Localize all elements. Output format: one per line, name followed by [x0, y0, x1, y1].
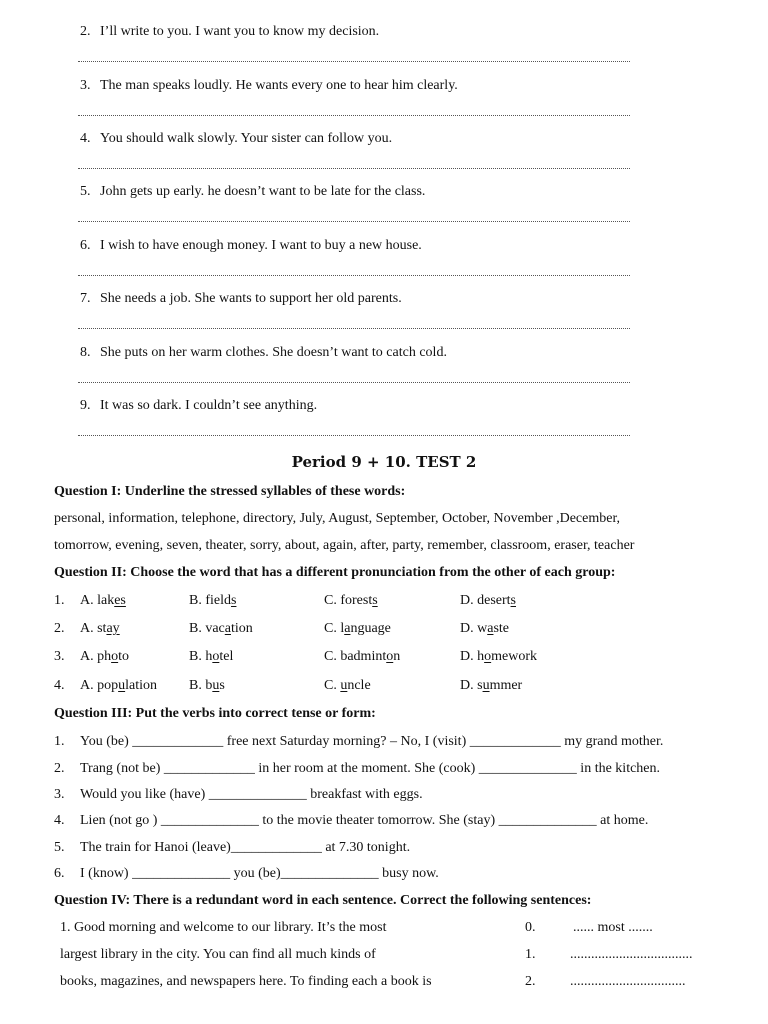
passage-line: 1. Good morning and welcome to our library. It’s the most: [60, 920, 387, 935]
answer-number: 2.: [525, 974, 536, 989]
item-text: I’ll write to you. I want you to know my decision.: [100, 24, 380, 39]
q4-heading: Question IV: There is a redundant word in each sentence. Correct the following sentences:: [54, 893, 592, 908]
fill-blank-item[interactable]: You (be) _____________ free next Saturday morning? – No, I (visit) _____________ my grand mother.: [80, 734, 664, 749]
answer-blank[interactable]: ...................................: [570, 947, 693, 962]
answer-number: 0.: [525, 920, 536, 935]
item-text: The man speaks loudly. He wants every one to hear him clearly.: [100, 78, 458, 93]
option-c[interactable]: C. uncle: [324, 678, 371, 693]
option-c[interactable]: C. language: [324, 621, 391, 636]
option-a[interactable]: A. population: [80, 678, 158, 693]
option-a[interactable]: A. stay: [80, 621, 120, 636]
option-b[interactable]: B. fields: [189, 593, 237, 608]
item-number: 1.: [54, 734, 65, 749]
item-number: 7.: [80, 291, 91, 306]
item-text: John gets up early. he doesn’t want to be late for the class.: [100, 184, 426, 199]
row-number: 4.: [54, 678, 65, 693]
item-number: 3.: [80, 78, 91, 93]
option-a[interactable]: A. lakes: [80, 593, 126, 608]
q1-heading: Question I: Underline the stressed syllables of these words:: [54, 484, 406, 499]
fill-blank-item[interactable]: Lien (not go ) ______________ to the movie theater tomorrow. She (stay) ______________ at home.: [80, 813, 649, 828]
passage-line: largest library in the city. You can find all much kinds of: [60, 947, 376, 962]
option-d[interactable]: D. deserts: [460, 593, 516, 608]
option-b[interactable]: B. bus: [189, 678, 225, 693]
item-number: 2.: [80, 24, 91, 39]
q3-heading: Question III: Put the verbs into correct tense or form:: [54, 706, 376, 721]
item-number: 6.: [80, 238, 91, 253]
answer-line[interactable]: [78, 61, 630, 62]
answer-line[interactable]: [78, 435, 630, 436]
item-number: 4.: [54, 813, 65, 828]
fill-blank-item[interactable]: Would you like (have) ______________ breakfast with eggs.: [80, 787, 423, 802]
row-number: 2.: [54, 621, 65, 636]
test-title: Period 9 + 10. TEST 2: [291, 453, 477, 471]
item-text: She needs a job. She wants to support her old parents.: [100, 291, 402, 306]
item-number: 5.: [80, 184, 91, 199]
option-c[interactable]: C. forests: [324, 593, 378, 608]
item-number: 4.: [80, 131, 91, 146]
answer-line[interactable]: [78, 275, 630, 276]
item-number: 3.: [54, 787, 65, 802]
fill-blank-item[interactable]: Trang (not be) _____________ in her room at the moment. She (cook) ______________ in the kitchen.: [80, 761, 661, 776]
item-number: 8.: [80, 345, 91, 360]
item-number: 5.: [54, 840, 65, 855]
passage-line: books, magazines, and newspapers here. To finding each a book is: [60, 974, 432, 989]
option-b[interactable]: B. vacation: [189, 621, 253, 636]
answer-blank[interactable]: ...... most .......: [573, 920, 653, 935]
option-b[interactable]: B. hotel: [189, 649, 234, 664]
q1-words-line1: personal, information, telephone, directory, July, August, September, October, November ,December,: [54, 511, 621, 526]
answer-line[interactable]: [78, 382, 630, 383]
q1-words-line2: tomorrow, evening, seven, theater, sorry, about, again, after, party, remember, classroom, eraser, teacher: [54, 538, 635, 553]
answer-line[interactable]: [78, 221, 630, 222]
option-d[interactable]: D. summer: [460, 678, 523, 693]
answer-line[interactable]: [78, 168, 630, 169]
option-a[interactable]: A. photo: [80, 649, 130, 664]
item-number: 9.: [80, 398, 91, 413]
option-d[interactable]: D. homework: [460, 649, 538, 664]
option-c[interactable]: C. badminton: [324, 649, 401, 664]
option-d[interactable]: D. waste: [460, 621, 510, 636]
q2-heading: Question II: Choose the word that has a different pronunciation from the other of each group:: [54, 565, 616, 580]
row-number: 3.: [54, 649, 65, 664]
answer-line[interactable]: [78, 115, 630, 116]
row-number: 1.: [54, 593, 65, 608]
item-number: 6.: [54, 866, 65, 881]
fill-blank-item[interactable]: The train for Hanoi (leave)_____________ at 7.30 tonight.: [80, 840, 411, 855]
item-number: 2.: [54, 761, 65, 776]
fill-blank-item[interactable]: I (know) ______________ you (be)______________ busy now.: [80, 866, 439, 881]
item-text: I wish to have enough money. I want to buy a new house.: [100, 238, 422, 253]
answer-line[interactable]: [78, 328, 630, 329]
item-text: She puts on her warm clothes. She doesn’t want to catch cold.: [100, 345, 447, 360]
item-text: It was so dark. I couldn’t see anything.: [100, 398, 318, 413]
item-text: You should walk slowly. Your sister can follow you.: [100, 131, 393, 146]
answer-number: 1.: [525, 947, 536, 962]
answer-blank[interactable]: .................................: [570, 974, 686, 989]
